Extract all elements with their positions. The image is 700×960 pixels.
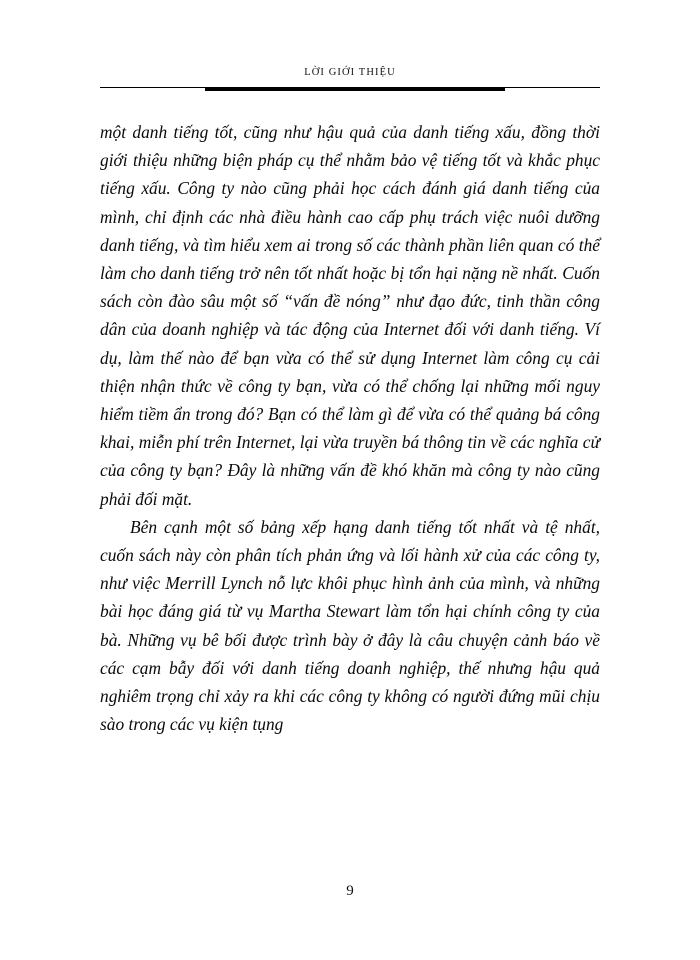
running-head	[100, 62, 600, 80]
paragraph: Bên cạnh một số bảng xếp hạng danh tiếng tốt nhất và tệ nhất, cuốn sách này còn phân tích phản ứng và lối hành xử của các công ty, như việc Merrill Lynch nỗ lực khôi phục hình ảnh của mình, và những bài học đáng giá từ vụ Martha Stewart làm tổn hại chính công ty của bà. Những vụ bê bối được trình bày ở đây là câu chuyện cảnh báo về các cạm bẫy đối với danh tiếng doanh nghiệp, thế nhưng hậu quả nghiêm trọng chỉ xảy ra khi các công ty không có người đứng mũi chịu sào trong các vụ kiện tụng	[100, 516, 600, 735]
body-text-block	[100, 118, 600, 738]
header-rule	[100, 86, 600, 91]
header-rule-thick-line	[205, 87, 505, 91]
page-number: 9	[346, 883, 354, 899]
running-head-text: LỜI GIỚI THIỆU	[304, 67, 396, 78]
paragraph: một danh tiếng tốt, cũng như hậu quả của danh tiếng xấu, đồng thời giới thiệu những biện pháp cụ thể nhằm bảo vệ tiếng tốt và khắc phục tiếng xấu. Công ty nào cũng phải học cách đánh giá danh tiếng của mình, chỉ định các nhà điều hành cao cấp phụ trách việc nuôi dưỡng danh tiếng, và tìm hiểu xem ai trong số các thành phần liên quan có thể làm cho danh tiếng trở nên tốt nhất hoặc bị tổn hại nặng nề nhất. Cuốn sách còn đào sâu một số “vấn đề nóng” như đạo đức, tinh thần công dân của doanh nghiệp và tác động của Internet đối với danh tiếng. Ví dụ, làm thế nào để bạn vừa có thể sử dụng Internet làm công cụ cải thiện nhận thức về công ty bạn, vừa có thể chống lại những mối nguy hiểm tiềm ẩn trong đó? Bạn có thể làm gì để vừa có thể quảng bá công khai, miễn phí trên Internet, lại vừa truyền bá thông tin về các nghĩa cử của công ty bạn? Đây là những vấn đề khó khăn mà công ty nào cũng phải đối mặt.	[100, 122, 600, 509]
page-footer	[100, 882, 600, 900]
